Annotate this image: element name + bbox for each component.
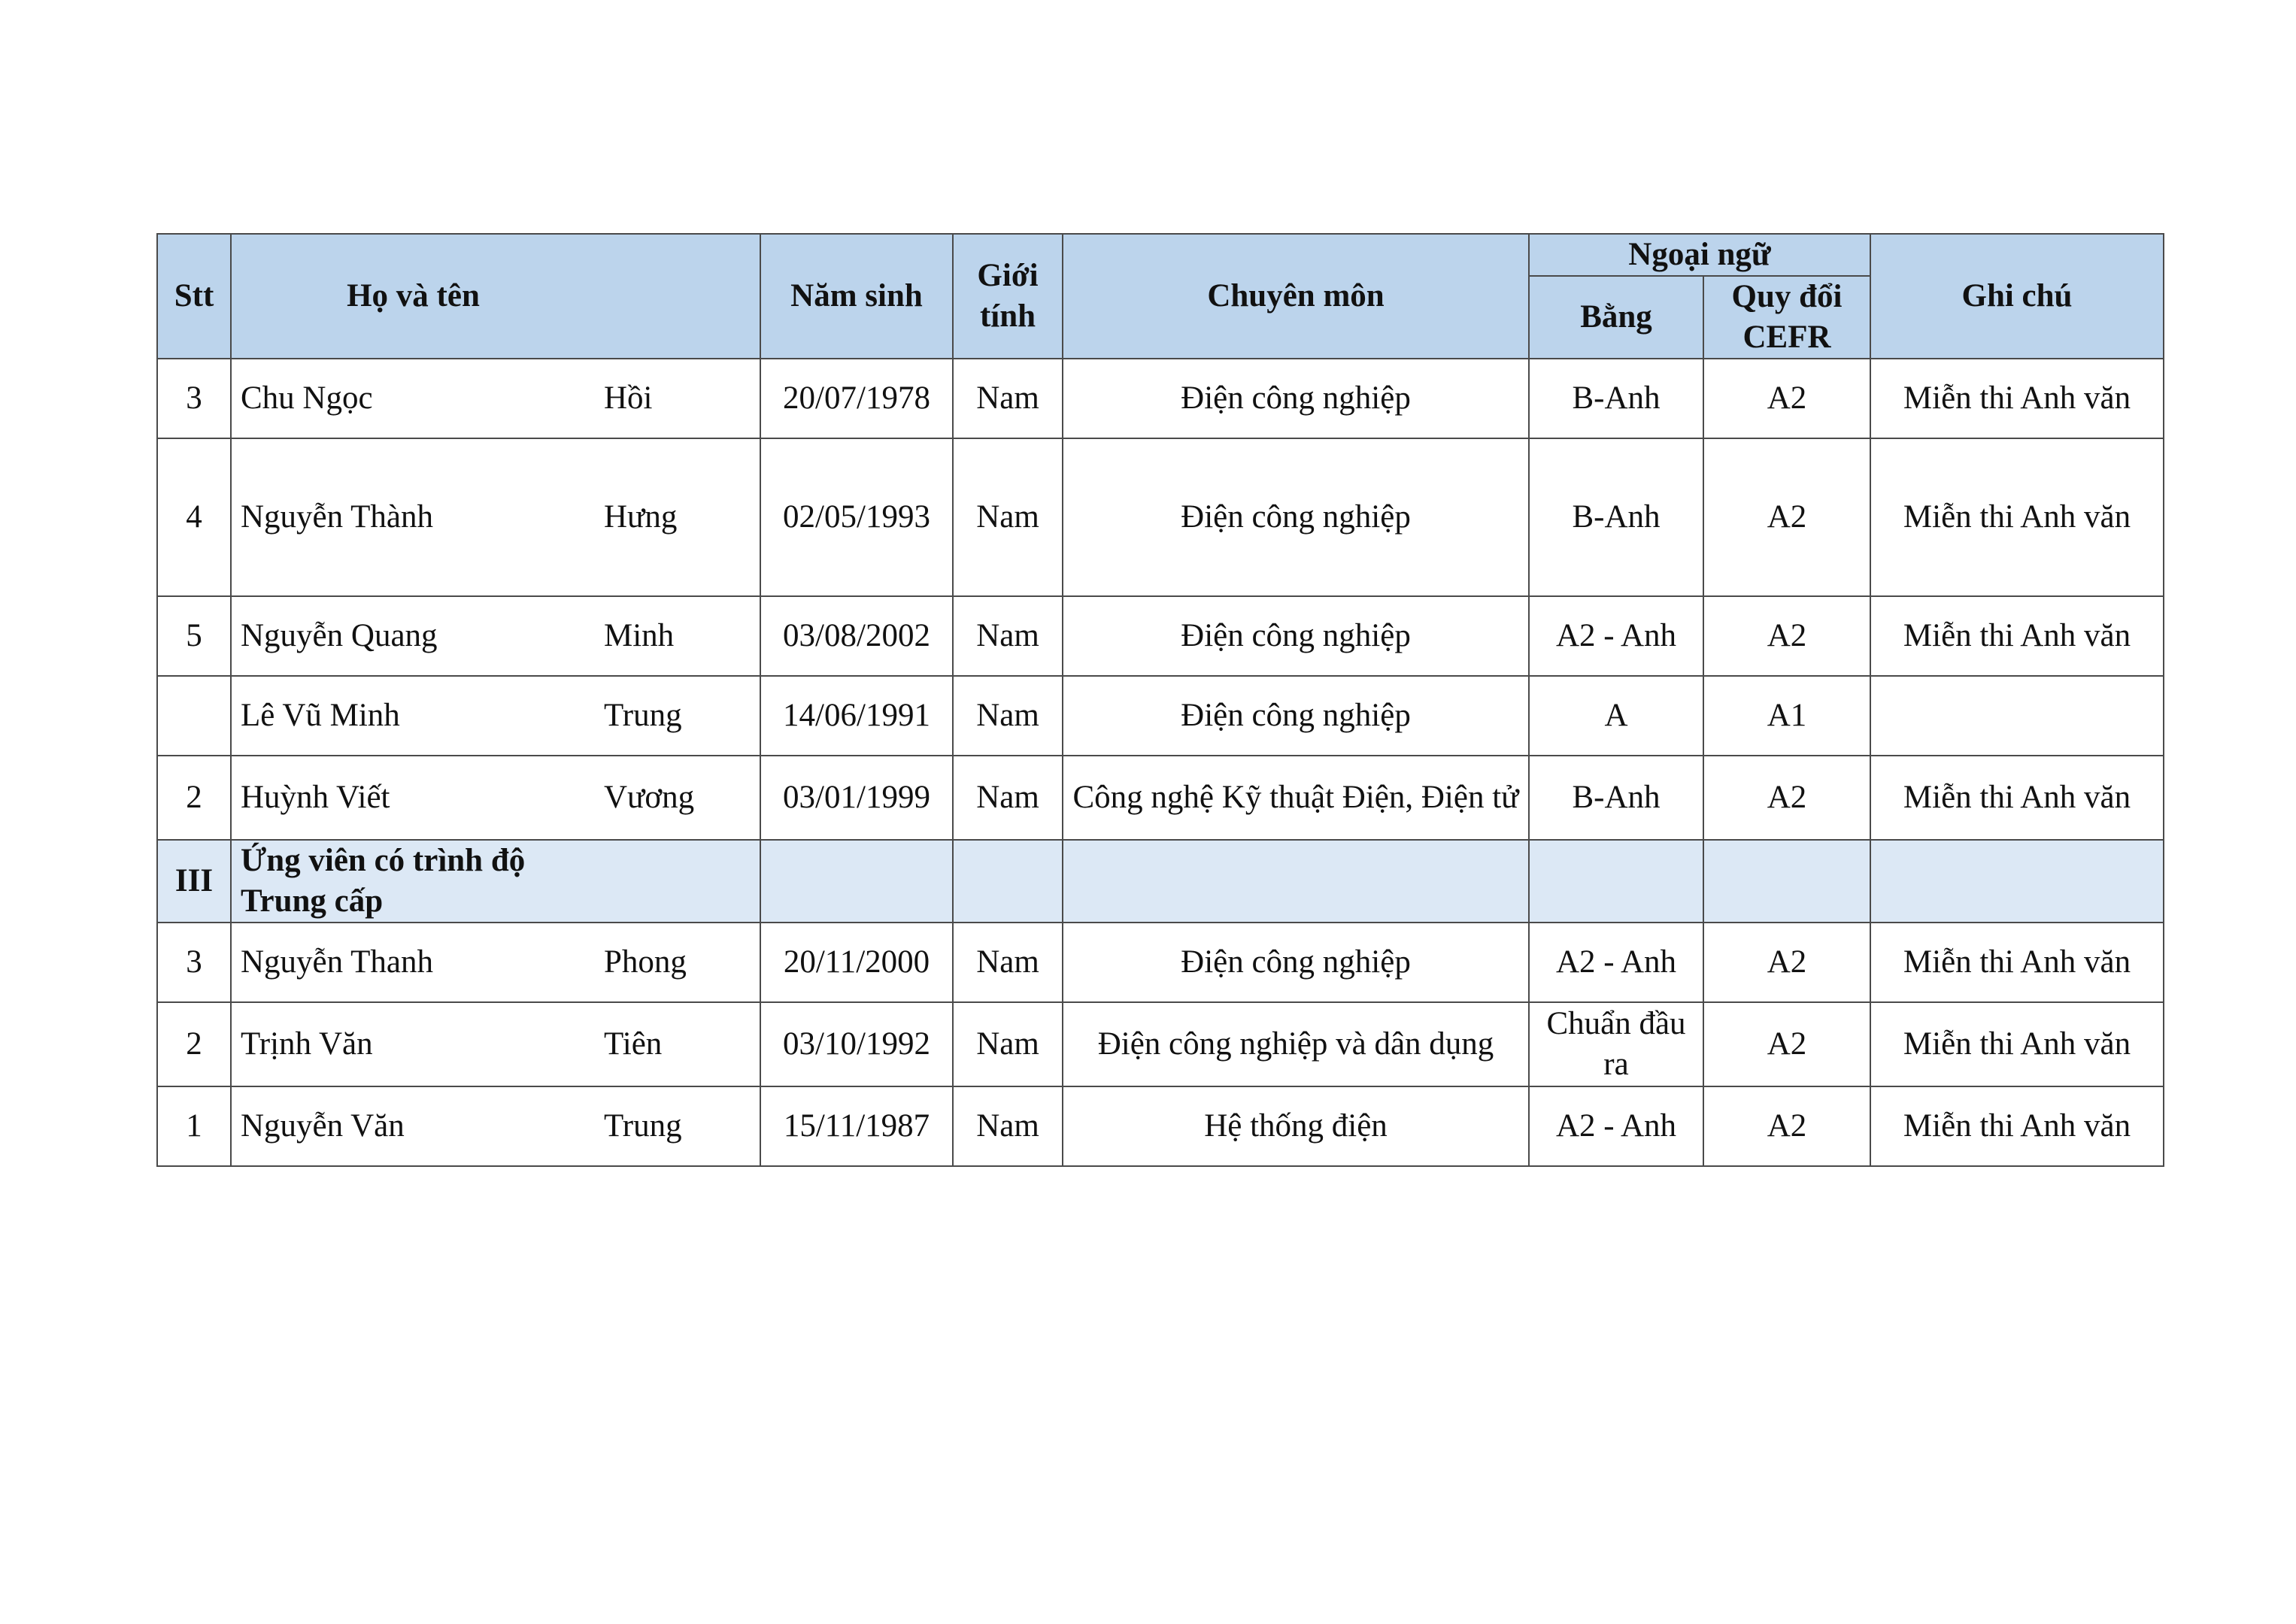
section-row [157,840,2164,923]
cell-chuyen-mon-text: Công nghệ Kỹ thuật Điện, Điện tử [1072,780,1519,815]
cell-stt: 3 [157,359,231,438]
table-row [157,359,2164,438]
cell-chuyen-mon [1063,756,1529,840]
cell-ho: Chu Ngọc [231,359,595,438]
table-row [157,1002,2164,1086]
header-quy-doi-text: Quy đổi CEFR [1731,279,1843,355]
header-stt: Stt [157,234,231,359]
section-title: Ứng viên có trình độ Trung cấp [231,840,595,923]
table-row [157,596,2164,676]
cell-ho: Nguyễn Thành [231,438,595,596]
cell-ghi-chu: Miễn thi Anh văn [1870,756,2164,840]
cell-chuyen-mon: Điện công nghiệp và dân dụng [1063,1002,1529,1086]
cell-cefr: A2 [1703,438,1870,596]
cell-ho: Nguyễn Văn [231,1086,595,1166]
cell-ghi-chu: Miễn thi Anh văn [1870,438,2164,596]
cell-gioi-tinh: Nam [953,676,1063,756]
section-empty [1529,840,1703,923]
header-ho-va-ten: Họ và tên [231,234,595,359]
cell-ten: Minh [595,596,760,676]
cell-ghi-chu: Miễn thi Anh văn [1870,1086,2164,1166]
cell-stt [157,676,231,756]
cell-bang: B-Anh [1529,756,1703,840]
cell-stt: 1 [157,1086,231,1166]
cell-nam-sinh: 03/08/2002 [760,596,953,676]
cell-bang: A2 - Anh [1529,1086,1703,1166]
cell-ho: Huỳnh Viết [231,756,595,840]
cell-cefr: A2 [1703,1086,1870,1166]
header-ngoai-ngu: Ngoại ngữ [1529,234,1870,276]
cell-ho: Nguyễn Thanh [231,923,595,1002]
cell-ghi-chu: Miễn thi Anh văn [1870,923,2164,1002]
header-nam-sinh: Năm sinh [760,234,953,359]
cell-ten: Trung [595,1086,760,1166]
cell-cefr: A1 [1703,676,1870,756]
table-row [157,923,2164,1002]
section-empty [953,840,1063,923]
cell-ghi-chu: Miễn thi Anh văn [1870,1002,2164,1086]
cell-cefr: A2 [1703,359,1870,438]
cell-ten: Tiên [595,1002,760,1086]
cell-gioi-tinh: Nam [953,923,1063,1002]
header-ten-blank [595,234,760,359]
cell-ten: Trung [595,676,760,756]
cell-bang: B-Anh [1529,359,1703,438]
cell-chuyen-mon: Điện công nghiệp [1063,676,1529,756]
cell-cefr: A2 [1703,923,1870,1002]
cell-chuyen-mon: Điện công nghiệp [1063,359,1529,438]
candidate-table [156,233,2164,1167]
header-gioi-tinh [953,234,1063,359]
cell-stt: 4 [157,438,231,596]
cell-bang: A [1529,676,1703,756]
cell-ten: Hồi [595,359,760,438]
header-bang: Bằng [1529,276,1703,359]
cell-gioi-tinh: Nam [953,596,1063,676]
header-chuyen-mon: Chuyên môn [1063,234,1529,359]
cell-nam-sinh: 20/07/1978 [760,359,953,438]
cell-bang-text: Chuẩn đầu ra [1546,1006,1686,1082]
cell-cefr: A2 [1703,596,1870,676]
cell-chuyen-mon: Điện công nghiệp [1063,596,1529,676]
table-row [157,676,2164,756]
cell-gioi-tinh: Nam [953,438,1063,596]
cell-chuyen-mon: Điện công nghiệp [1063,438,1529,596]
cell-ten: Phong [595,923,760,1002]
header-ghi-chu: Ghi chú [1870,234,2164,359]
cell-nam-sinh: 03/10/1992 [760,1002,953,1086]
cell-stt: 2 [157,1002,231,1086]
cell-chuyen-mon: Hệ thống điện [1063,1086,1529,1166]
section-empty [1703,840,1870,923]
cell-ten: Hưng [595,438,760,596]
cell-nam-sinh: 20/11/2000 [760,923,953,1002]
cell-chuyen-mon: Điện công nghiệp [1063,923,1529,1002]
cell-ho: Nguyễn Quang [231,596,595,676]
header-quy-doi [1703,276,1870,359]
cell-gioi-tinh: Nam [953,359,1063,438]
cell-stt: 5 [157,596,231,676]
header-gioi-tinh-text: Giới tính [977,258,1039,334]
cell-cefr: A2 [1703,756,1870,840]
cell-gioi-tinh: Nam [953,1086,1063,1166]
cell-ten: Vương [595,756,760,840]
cell-bang: B-Anh [1529,438,1703,596]
section-empty [760,840,953,923]
cell-bang: A2 - Anh [1529,923,1703,1002]
cell-stt: 3 [157,923,231,1002]
cell-nam-sinh: 15/11/1987 [760,1086,953,1166]
cell-gioi-tinh: Nam [953,756,1063,840]
cell-ghi-chu: Miễn thi Anh văn [1870,359,2164,438]
cell-nam-sinh: 03/01/1999 [760,756,953,840]
table-row [157,1086,2164,1166]
table-row [157,438,2164,596]
cell-stt: 2 [157,756,231,840]
cell-bang [1529,1002,1703,1086]
cell-ghi-chu: Miễn thi Anh văn [1870,596,2164,676]
section-empty [1063,840,1529,923]
cell-ghi-chu [1870,676,2164,756]
cell-nam-sinh: 14/06/1991 [760,676,953,756]
section-empty [1870,840,2164,923]
cell-bang: A2 - Anh [1529,596,1703,676]
table-row [157,756,2164,840]
section-stt: III [157,840,231,923]
cell-ho: Trịnh Văn [231,1002,595,1086]
section-empty [595,840,760,923]
cell-gioi-tinh: Nam [953,1002,1063,1086]
cell-cefr: A2 [1703,1002,1870,1086]
cell-ho: Lê Vũ Minh [231,676,595,756]
cell-nam-sinh: 02/05/1993 [760,438,953,596]
